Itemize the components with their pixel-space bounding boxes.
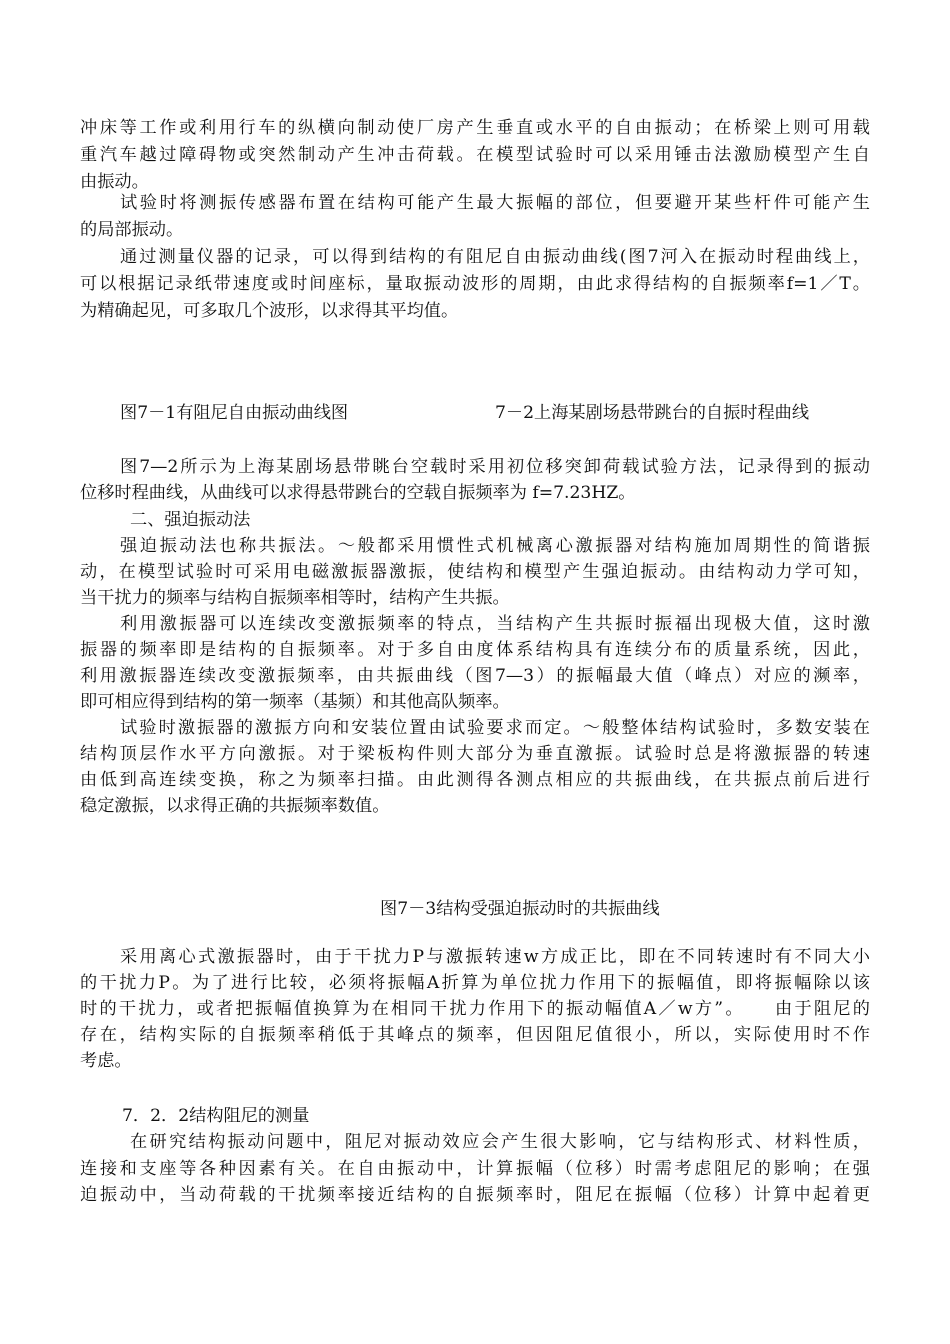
text-line: 通过测量仪器的记录，可以得到结构的有阻尼自由振动曲线(图7河入在振动时程曲线上，	[120, 247, 870, 267]
text-line: 结构顶层作水平方向激振。对于梁板构件则大部分为垂直激振。试验时总是将激振器的转速	[80, 744, 870, 764]
text-line: 试验时将测振传感器布置在结构可能产生最大振幅的部位，但要避开某些杆件可能产生	[120, 193, 870, 213]
text-line: 振器的频率即是结构的自振频率。对于多自由度体系结构具有连续分布的质量系统，因此，	[80, 640, 870, 660]
figure-caption: 图7－3结构受强迫振动时的共振曲线	[380, 899, 660, 919]
text-line: 时的干扰力，或者把振幅值换算为在相同干扰力作用下的振动幅值A／w方”。 由于阻尼的	[80, 999, 870, 1019]
text-line: 存在，结构实际的自振频率稍低于其峰点的频率，但因阻尼值很小，所以，实际使用时不作	[80, 1025, 870, 1045]
text-line: 采用离心式激振器时，由于干扰力P与激振转速w方成正比，即在不同转速时有不同大小	[120, 947, 870, 967]
figure-caption: 图7－1有阻尼自由振动曲线图	[120, 403, 349, 423]
text-line: 重汽车越过障碍物或突然制动产生冲击荷载。在模型试验时可以采用锤击法激励模型产生自	[80, 145, 870, 165]
text-line: 当干扰力的频率与结构自振频率相等时，结构产生共振。	[80, 588, 510, 608]
text-line: 利用激振器可以连续改变激振频率的特点，当结构产生共振时振福出现极大值，这时激	[120, 614, 870, 634]
text-line: 迫振动中，当动荷载的干扰频率接近结构的自振频率时，阻尼在振幅（位移）计算中起着更	[80, 1185, 870, 1205]
text-line: 由低到高连续变换，称之为频率扫描。由此测得各测点相应的共振曲线，在共振点前后进行	[80, 770, 870, 790]
section-heading: 7．2．2结构阻尼的测量	[122, 1106, 310, 1126]
text-line: 考虑。	[80, 1051, 132, 1071]
text-line: 稳定激振，以求得正确的共振频率数值。	[80, 796, 390, 816]
text-line: 利用激振器连续改变激振频率，由共振曲线（图7—3）的振幅最大值（峰点）对应的濒率，	[80, 666, 870, 686]
figure-caption: 7－2上海某剧场悬带跳台的自振时程曲线	[495, 403, 810, 423]
text-line: 可以根据记录纸带速度或时间座标，量取振动波形的周期，由此求得结构的自振频率f=1／T。	[80, 274, 870, 294]
section-heading: 二、强迫振动法	[130, 510, 251, 530]
text-line: 为精确起见，可多取几个波形，以求得其平均值。	[80, 301, 459, 321]
text-line: 图7—2所示为上海某剧场悬带眺台空载时采用初位移突卸荷载试验方法，记录得到的振动	[120, 457, 870, 477]
text-line: 动，在模型试验时可采用电磁激振器激振，使结构和模型产生强迫振动。由结构动力学可知，	[80, 562, 870, 582]
text-line: 冲床等工作或利用行车的纵横向制动使厂房产生垂直或水平的自由振动；在桥梁上则可用载	[80, 118, 870, 138]
text-line: 即可相应得到结构的第一频率（基频）和其他高队频率。	[80, 692, 510, 712]
text-line: 在研究结构振动问题中，阻尼对振动效应会产生很大影响，它与结构形式、材料性质，	[130, 1132, 870, 1152]
text-line: 的局部振动。	[80, 220, 184, 240]
text-line: 连接和支座等各种因素有关。在自由振动中，计算振幅（位移）时需考虑阻尼的影响；在强	[80, 1159, 870, 1179]
text-line: 试验时激振器的激振方向和安装位置由试验要求而定。～般整体结构试验时，多数安装在	[120, 718, 870, 738]
text-line: 位移时程曲线，从曲线可以求得悬带跳台的空载自振频率为 f=7.23HZ。	[80, 483, 636, 503]
text-line: 的干扰力P。为了进行比较，必须将振幅A折算为单位扰力作用下的振幅值，即将振幅除以该	[80, 973, 870, 993]
text-line: 强迫振动法也称共振法。～般都采用惯性式机械离心激振器对结构施加周期性的简谐振	[120, 536, 870, 556]
text-line: 由振动。	[80, 172, 149, 192]
